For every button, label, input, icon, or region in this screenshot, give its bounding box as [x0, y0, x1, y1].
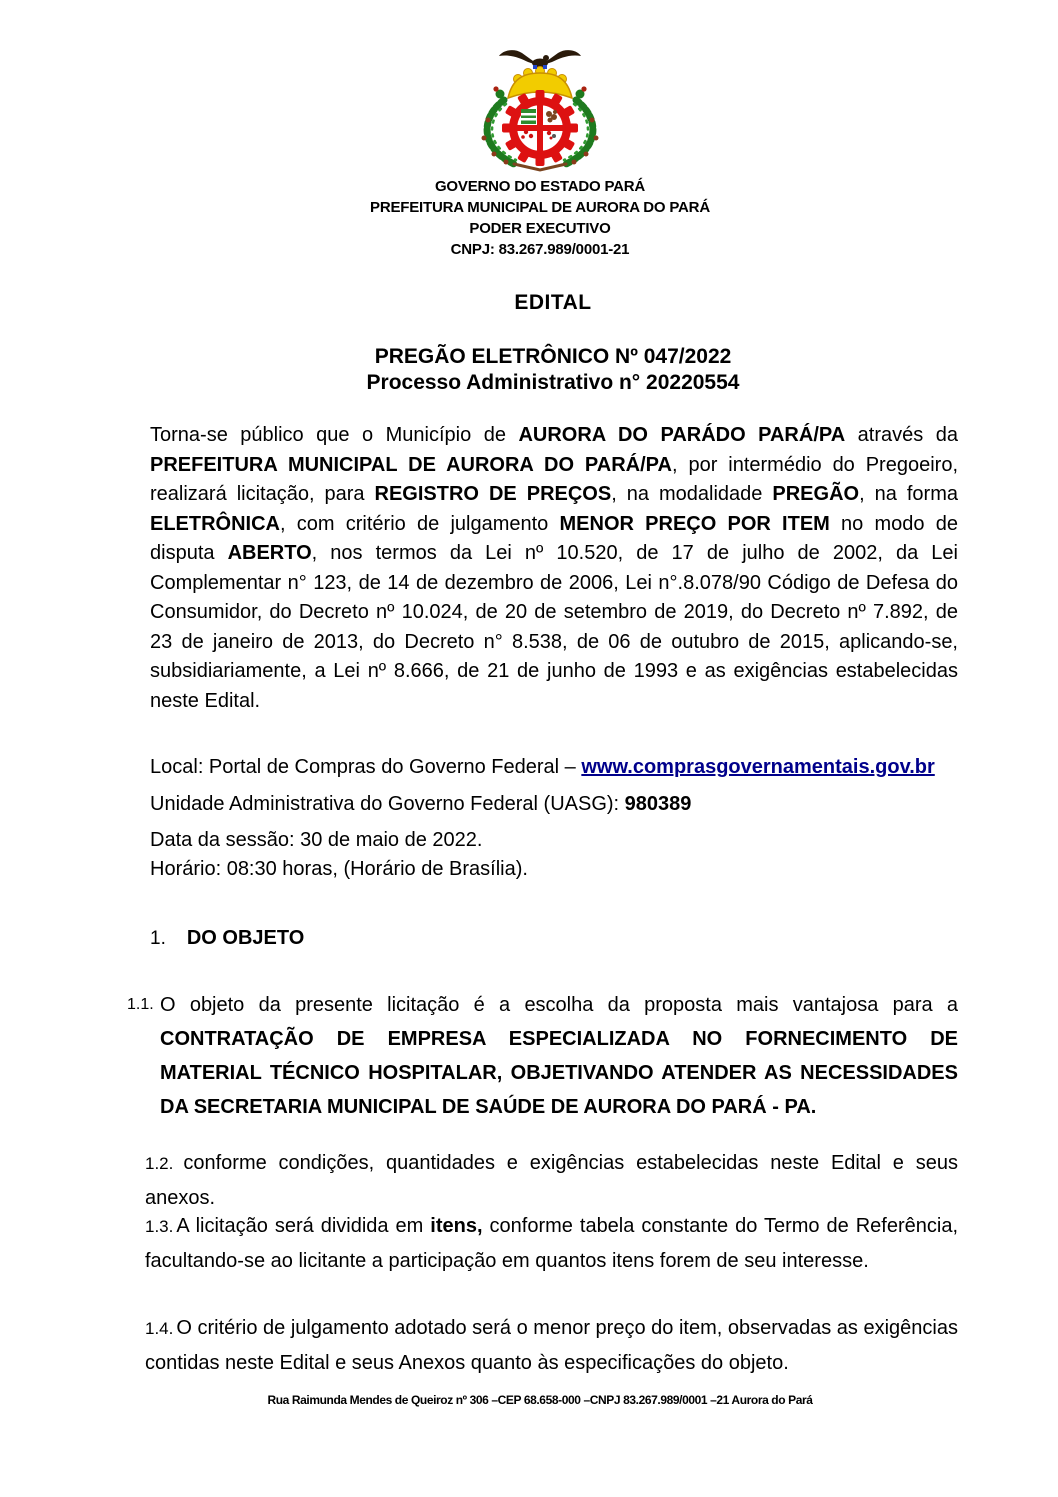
clause-1-4-text: O critério de julgamento adotado será o menor preço do item, observadas as exigências contidas neste Edital e seus Anexos quanto às especificações do objeto.: [145, 1317, 958, 1374]
document-title: EDITAL: [514, 291, 592, 314]
quadrant-flag: [521, 109, 536, 124]
processo-number-line: Processo Administrativo n° 20220554: [366, 371, 740, 394]
coat-of-arms-graphic: [470, 46, 610, 174]
intro-paragraph: Torna-se público que o Município de AURORA DO PARÁDO PARÁ/PA através da PREFEITURA MUNICIPAL DE AURORA DO PARÁ/PA, por intermédio do Pregoeiro, realizará licitação, para REGISTRO DE PREÇOS, na modalidade PREGÃO, na forma ELETRÔNICA, com critério de julgamento MENOR PREÇO POR ITEM no modo de disputa ABERTO, nos termos da Lei nº 10.520, de 17 de julho de 2002, da Lei Complementar n° 123, de 14 de dezembro de 2006, Lei n°.8.078/90 Código de Defesa do Consumidor, do Decreto nº 10.024, de 20 de setembro de 2019, do Decreto nº 7.892, de 23 de janeiro de 2013, do Decreto n° 8.538, de 06 de outubro de 2015, aplicando-se, subsidiariamente, a Lei nº 8.666, de 21 de junho de 1993 e as exigências estabelecidas neste Edital.: [150, 424, 958, 712]
document-subtitle: [150, 344, 956, 396]
org-header: [40, 176, 1040, 260]
clause-1-2-text: conforme condições, quantidades e exigências estabelecidas neste Edital e seus anexos.: [145, 1152, 958, 1209]
session-block: [150, 826, 970, 884]
section-1-heading: [150, 926, 304, 951]
clause-1-1-text: O objeto da presente licitação é a escolha da proposta mais vantajosa para a CONTRATAÇÃO DE EMPRESA ESPECIALIZADA NO FORNECIMENTO DE MATERIAL TÉCNICO HOSPITALAR, OBJETIVANDO ATENDER AS NECESSIDADES DA SECRETARIA MUNICIPAL DE SAÚDE DE AURORA DO PARÁ - PA.: [160, 994, 958, 1118]
org-line-government: GOVERNO DO ESTADO PARÁ: [434, 178, 646, 195]
clause-1-2: [145, 1146, 958, 1215]
clause-1-2-number: 1.2.: [145, 1154, 174, 1173]
org-line-prefecture: PREFEITURA MUNICIPAL DE AURORA DO PARÁ: [370, 199, 710, 216]
session-time: Horário: 08:30 horas, (Horário de Brasília).: [150, 858, 528, 880]
clause-1-3: [145, 1209, 958, 1278]
session-date: Data da sessão: 30 de maio de 2022.: [150, 829, 483, 851]
pregao-number-line: PREGÃO ELETRÔNICO Nº 047/2022: [374, 345, 732, 368]
gear-shield: [502, 90, 578, 166]
clause-1-1-number: 1.1.: [127, 996, 154, 1013]
clause-1-4-number: 1.4.: [145, 1319, 174, 1338]
local-line: [150, 753, 970, 782]
local-label: Local: Portal de Compras do Governo Federal –: [150, 756, 582, 778]
eagle-icon: [499, 50, 581, 67]
clause-1-4: [145, 1311, 958, 1380]
compras-governamentais-link[interactable]: www.comprasgovernamentais.gov.br: [581, 756, 935, 778]
uasg-line: [150, 790, 970, 819]
page-footer-address: Rua Raimunda Mendes de Queiroz nº 306 –CEP 68.658-000 –CNPJ 83.267.989/0001 –21 Aurora do Pará: [267, 1393, 813, 1407]
uasg-value: 980389: [624, 793, 692, 815]
municipal-coat-of-arms: [470, 46, 610, 174]
clause-1-1: [127, 988, 958, 1124]
org-line-cnpj: CNPJ: 83.267.989/0001-21: [450, 241, 630, 258]
section-1-title: DO OBJETO: [186, 927, 305, 949]
clause-1-3-text: A licitação será dividida em itens, conforme tabela constante do Termo de Referência, facultando-se ao licitante a participação em quantos itens forem de seu interesse.: [145, 1215, 958, 1272]
section-1-number: 1.: [150, 928, 166, 949]
clause-1-3-number: 1.3.: [145, 1217, 174, 1236]
org-line-power: PODER EXECUTIVO: [469, 220, 611, 237]
uasg-label: Unidade Administrativa do Governo Federal (UASG):: [150, 793, 625, 815]
